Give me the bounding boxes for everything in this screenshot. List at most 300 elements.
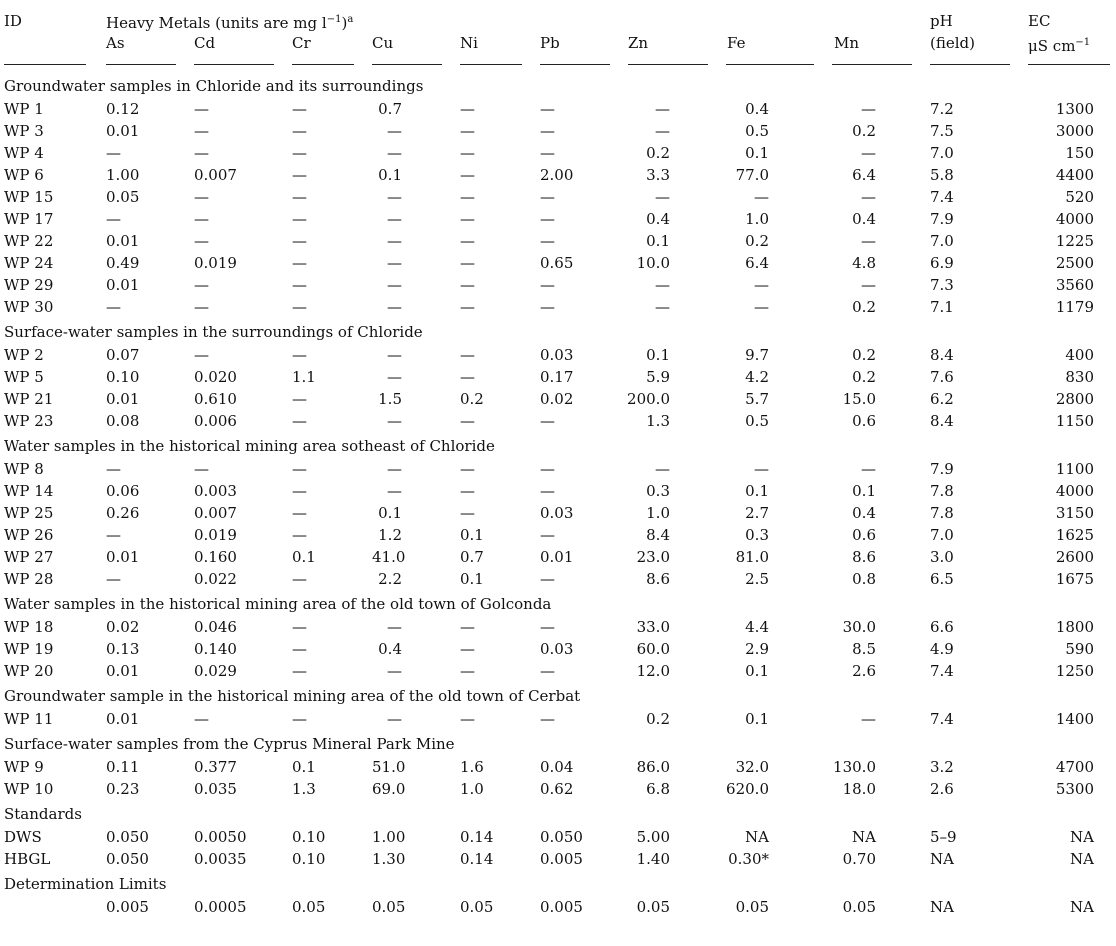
table-row (0, 98, 1116, 120)
cell-as: 0.12 (106, 100, 140, 118)
cell-mn: 8.6 (852, 548, 876, 566)
cell-as: 0.08 (106, 412, 140, 430)
cell-zn: 0.2 (646, 710, 670, 728)
row-id: WP 18 (4, 618, 54, 636)
cell-mn: 0.6 (852, 412, 876, 430)
cell-pb: — (540, 460, 555, 478)
cell-mn: — (861, 144, 876, 162)
table-row (0, 896, 1116, 918)
cell-ni: — (460, 122, 475, 140)
cell-pb: — (540, 412, 555, 430)
row-id: WP 25 (4, 504, 54, 522)
section-title: Water samples in the historical mining area sotheast of Chloride (4, 437, 495, 455)
cell-ni: — (460, 232, 475, 250)
cell-ph: 3.0 (930, 548, 954, 566)
table-row (0, 164, 1116, 186)
cell-cu: 0.05 (372, 898, 406, 916)
cell-ph: 7.3 (930, 276, 954, 294)
row-id: WP 5 (4, 368, 44, 386)
cell-cu: — (387, 662, 402, 680)
cell-fe: — (754, 188, 769, 206)
row-id: WP 27 (4, 548, 54, 566)
row-id: WP 3 (4, 122, 44, 140)
ph-subheader: (field) (930, 34, 975, 52)
section-title: Groundwater samples in Chloride and its surroundings (4, 77, 424, 95)
table-row (0, 252, 1116, 274)
cell-ph: 3.2 (930, 758, 954, 776)
cell-as: 0.49 (106, 254, 140, 272)
cell-as: 0.10 (106, 368, 140, 386)
cell-cd: 0.007 (194, 166, 237, 184)
cell-pb: 2.00 (540, 166, 574, 184)
cell-ni: 0.1 (460, 570, 484, 588)
cell-mn: 0.6 (852, 526, 876, 544)
table-row (0, 660, 1116, 682)
cell-pb: 0.01 (540, 548, 574, 566)
row-id: WP 28 (4, 570, 54, 588)
cell-ni: — (460, 618, 475, 636)
header-rule-zn (628, 64, 708, 65)
cell-ph: 7.6 (930, 368, 954, 386)
cell-as: 0.02 (106, 618, 140, 636)
cell-ec: 1400 (1055, 710, 1094, 728)
row-id: HBGL (4, 850, 51, 868)
table-row (0, 344, 1116, 366)
cell-ni: — (460, 662, 475, 680)
cell-ni: — (460, 368, 475, 386)
cell-ni: 0.1 (460, 526, 484, 544)
cell-cd: — (194, 100, 209, 118)
cell-cd: — (194, 144, 209, 162)
cell-as: 0.06 (106, 482, 140, 500)
cell-ni: — (460, 166, 475, 184)
col-header-fe: Fe (727, 34, 746, 52)
cell-cd: 0.035 (194, 780, 237, 798)
cell-as: 0.050 (106, 828, 149, 846)
cell-mn: 0.05 (842, 898, 876, 916)
cell-ec: 1800 (1055, 618, 1094, 636)
cell-ni: — (460, 188, 475, 206)
cell-ph: 7.0 (930, 526, 954, 544)
cell-cu: — (387, 710, 402, 728)
table-row (0, 524, 1116, 546)
cell-ph: 7.4 (930, 188, 954, 206)
cell-as: 0.01 (106, 122, 140, 140)
cell-ph: 5.8 (930, 166, 954, 184)
cell-fe: 2.9 (745, 640, 769, 658)
table-row (0, 826, 1116, 848)
cell-cd: — (194, 346, 209, 364)
cell-ec: 4000 (1055, 210, 1094, 228)
header-rule-ni (460, 64, 522, 65)
cell-ph: NA (930, 898, 954, 916)
cell-zn: 200.0 (627, 390, 670, 408)
cell-as: — (106, 298, 121, 316)
cell-cr: — (292, 276, 307, 294)
cell-zn: 8.4 (646, 526, 670, 544)
cell-ph: 7.5 (930, 122, 954, 140)
row-id: WP 17 (4, 210, 54, 228)
cell-pb: — (540, 100, 555, 118)
cell-cr: — (292, 166, 307, 184)
cell-ni: 0.7 (460, 548, 484, 566)
table-row (0, 480, 1116, 502)
heavy-metals-title (106, 10, 353, 33)
cell-ec: 1250 (1055, 662, 1094, 680)
row-id: WP 21 (4, 390, 54, 408)
cell-ph: 7.4 (930, 662, 954, 680)
cell-ec: 3560 (1055, 276, 1094, 294)
header-rule-cr (292, 64, 354, 65)
cell-cu: — (387, 460, 402, 478)
cell-cr: — (292, 640, 307, 658)
cell-cu: 1.00 (372, 828, 406, 846)
cell-ni: 0.05 (460, 898, 494, 916)
cell-as: 0.01 (106, 710, 140, 728)
row-id: WP 20 (4, 662, 54, 680)
cell-ph: 2.6 (930, 780, 954, 798)
table-row (0, 410, 1116, 432)
cell-ec: 4400 (1055, 166, 1094, 184)
cell-zn: 0.4 (646, 210, 670, 228)
cell-cd: — (194, 210, 209, 228)
cell-mn: 0.2 (852, 122, 876, 140)
cell-cu: — (387, 232, 402, 250)
cell-ph: 4.9 (930, 640, 954, 658)
cell-fe: — (754, 276, 769, 294)
cell-mn: 30.0 (842, 618, 876, 636)
ec-header: EC (1028, 12, 1051, 30)
cell-pb: 0.17 (540, 368, 574, 386)
cell-cr: 0.05 (292, 898, 326, 916)
heavy-metals-title-text: Heavy Metals (units are mg l (106, 14, 327, 32)
table-row (0, 848, 1116, 870)
section-title: Standards (4, 805, 82, 823)
row-id: WP 9 (4, 758, 44, 776)
cell-cd: 0.019 (194, 526, 237, 544)
cell-zn: 3.3 (646, 166, 670, 184)
cell-cd: 0.022 (194, 570, 237, 588)
cell-ec: 830 (1065, 368, 1094, 386)
cell-cr: — (292, 482, 307, 500)
row-id: WP 26 (4, 526, 54, 544)
table-row (0, 366, 1116, 388)
col-header-as: As (106, 34, 125, 52)
cell-zn: 12.0 (636, 662, 670, 680)
cell-ni: 1.6 (460, 758, 484, 776)
cell-fe: 0.1 (745, 662, 769, 680)
row-id: WP 14 (4, 482, 54, 500)
cell-cr: — (292, 100, 307, 118)
cell-zn: 1.40 (636, 850, 670, 868)
cell-ni: — (460, 254, 475, 272)
cell-as: — (106, 210, 121, 228)
row-id: WP 19 (4, 640, 54, 658)
cell-zn: 6.8 (646, 780, 670, 798)
cell-pb: — (540, 232, 555, 250)
section-title: Water samples in the historical mining area of the old town of Golconda (4, 595, 552, 613)
cell-fe: 0.1 (745, 710, 769, 728)
cell-cu: — (387, 276, 402, 294)
cell-zn: 8.6 (646, 570, 670, 588)
cell-ni: 0.14 (460, 828, 494, 846)
table-row (0, 616, 1116, 638)
cell-pb: — (540, 570, 555, 588)
cell-cd: 0.046 (194, 618, 237, 636)
cell-cr: — (292, 710, 307, 728)
cell-fe: NA (745, 828, 769, 846)
cell-cu: — (387, 254, 402, 272)
cell-cr: — (292, 570, 307, 588)
cell-ec: 1100 (1055, 460, 1094, 478)
cell-fe: 2.7 (745, 504, 769, 522)
cell-cd: — (194, 298, 209, 316)
cell-pb: — (540, 618, 555, 636)
cell-zn: 0.1 (646, 346, 670, 364)
cell-fe: 32.0 (735, 758, 769, 776)
table-row (0, 778, 1116, 800)
cell-cr: 0.1 (292, 548, 316, 566)
id-column-header: ID (4, 12, 22, 30)
cell-cr: — (292, 662, 307, 680)
cell-zn: 0.05 (636, 898, 670, 916)
cell-mn: — (861, 188, 876, 206)
cell-ni: — (460, 210, 475, 228)
cell-mn: 0.4 (852, 210, 876, 228)
cell-cu: — (387, 210, 402, 228)
cell-cu: — (387, 618, 402, 636)
cell-ec: 2800 (1055, 390, 1094, 408)
cell-ec: 520 (1065, 188, 1094, 206)
cell-ni: 0.2 (460, 390, 484, 408)
row-id: WP 6 (4, 166, 44, 184)
cell-mn: — (861, 710, 876, 728)
cell-ni: 1.0 (460, 780, 484, 798)
cell-zn: 86.0 (636, 758, 670, 776)
table-row (0, 120, 1116, 142)
cell-as: 0.11 (106, 758, 140, 776)
cell-pb: 0.65 (540, 254, 574, 272)
cell-as: 0.26 (106, 504, 140, 522)
col-header-pb: Pb (540, 34, 560, 52)
cell-cu: — (387, 298, 402, 316)
header-rule-mn (832, 64, 912, 65)
cell-cu: 1.2 (378, 526, 402, 544)
cell-pb: 0.02 (540, 390, 574, 408)
cell-mn: NA (852, 828, 876, 846)
cell-ec: 1300 (1055, 100, 1094, 118)
cell-as: — (106, 144, 121, 162)
cell-mn: — (861, 100, 876, 118)
cell-as: 0.01 (106, 276, 140, 294)
unit-exponent: −1 (326, 14, 342, 25)
cell-mn: 130.0 (833, 758, 876, 776)
cell-zn: — (655, 188, 670, 206)
row-id: WP 24 (4, 254, 54, 272)
table-row (0, 458, 1116, 480)
cell-pb: — (540, 188, 555, 206)
cell-ph: 6.5 (930, 570, 954, 588)
cell-cu: 0.1 (378, 504, 402, 522)
cell-ec: NA (1070, 828, 1094, 846)
cell-cu: — (387, 368, 402, 386)
table-row (0, 208, 1116, 230)
cell-ec: 150 (1065, 144, 1094, 162)
cell-fe: 77.0 (735, 166, 769, 184)
title-close: ) (341, 14, 348, 32)
table-row (0, 546, 1116, 568)
cell-ec: 2600 (1055, 548, 1094, 566)
cell-cd: 0.020 (194, 368, 237, 386)
cell-ni: 0.14 (460, 850, 494, 868)
cell-fe: 0.1 (745, 144, 769, 162)
cell-cr: — (292, 188, 307, 206)
cell-cr: 1.3 (292, 780, 316, 798)
table-row (0, 388, 1116, 410)
cell-mn: — (861, 276, 876, 294)
cell-fe: 0.05 (735, 898, 769, 916)
cell-ph: 7.9 (930, 210, 954, 228)
cell-ph: 7.0 (930, 144, 954, 162)
cell-cd: 0.006 (194, 412, 237, 430)
cell-mn: 0.2 (852, 368, 876, 386)
cell-cd: — (194, 122, 209, 140)
cell-pb: 0.04 (540, 758, 574, 776)
cell-ph: 7.0 (930, 232, 954, 250)
cell-cu: 51.0 (372, 758, 406, 776)
header-rule-cu (372, 64, 442, 65)
cell-cr: — (292, 122, 307, 140)
cell-fe: 6.4 (745, 254, 769, 272)
table-row (0, 186, 1116, 208)
cell-cd: — (194, 188, 209, 206)
cell-as: 0.07 (106, 346, 140, 364)
cell-ph: 7.2 (930, 100, 954, 118)
cell-ph: 7.9 (930, 460, 954, 478)
cell-ph: 7.4 (930, 710, 954, 728)
cell-fe: 0.1 (745, 482, 769, 500)
ph-header: pH (930, 12, 953, 30)
cell-ec: 1225 (1055, 232, 1094, 250)
cell-ph: 6.2 (930, 390, 954, 408)
cell-zn: — (655, 276, 670, 294)
cell-cu: 69.0 (372, 780, 406, 798)
cell-cr: — (292, 504, 307, 522)
cell-ni: — (460, 100, 475, 118)
col-header-zn: Zn (628, 34, 649, 52)
cell-ni: — (460, 482, 475, 500)
cell-zn: 23.0 (636, 548, 670, 566)
cell-cd: 0.003 (194, 482, 237, 500)
cell-pb: 0.005 (540, 850, 583, 868)
cell-mn: — (861, 460, 876, 478)
cell-cd: 0.0005 (194, 898, 247, 916)
cell-ni: — (460, 504, 475, 522)
cell-cr: — (292, 412, 307, 430)
cell-as: 0.01 (106, 390, 140, 408)
cell-fe: 0.3 (745, 526, 769, 544)
cell-fe: 0.2 (745, 232, 769, 250)
col-header-cd: Cd (194, 34, 216, 52)
cell-as: 0.23 (106, 780, 140, 798)
row-id: WP 4 (4, 144, 44, 162)
cell-zn: 33.0 (636, 618, 670, 636)
table-row (0, 568, 1116, 590)
cell-mn: 8.5 (852, 640, 876, 658)
cell-mn: 0.4 (852, 504, 876, 522)
cell-mn: 6.4 (852, 166, 876, 184)
cell-cu: — (387, 346, 402, 364)
row-id: WP 15 (4, 188, 54, 206)
cell-as: 0.05 (106, 188, 140, 206)
cell-zn: 0.3 (646, 482, 670, 500)
cell-ec: NA (1070, 850, 1094, 868)
row-id: WP 29 (4, 276, 54, 294)
cell-cu: 0.4 (378, 640, 402, 658)
cell-as: 0.01 (106, 662, 140, 680)
row-id: WP 30 (4, 298, 54, 316)
cell-ni: — (460, 460, 475, 478)
cell-cr: — (292, 254, 307, 272)
cell-ec: NA (1070, 898, 1094, 916)
section-title: Surface-water samples in the surroundings of Chloride (4, 323, 423, 341)
row-id: WP 22 (4, 232, 54, 250)
cell-mn: 4.8 (852, 254, 876, 272)
cell-zn: 1.3 (646, 412, 670, 430)
cell-as: — (106, 460, 121, 478)
cell-zn: 0.1 (646, 232, 670, 250)
cell-cu: 0.7 (378, 100, 402, 118)
cell-as: 1.00 (106, 166, 140, 184)
cell-as: 0.01 (106, 232, 140, 250)
cell-ni: — (460, 144, 475, 162)
cell-mn: 15.0 (842, 390, 876, 408)
cell-mn: 18.0 (842, 780, 876, 798)
cell-fe: 0.30* (728, 850, 769, 868)
section-title: Groundwater sample in the historical mining area of the old town of Cerbat (4, 687, 581, 705)
header-rule-cd (194, 64, 274, 65)
cell-mn: 0.1 (852, 482, 876, 500)
cell-cr: — (292, 526, 307, 544)
cell-cd: 0.0035 (194, 850, 247, 868)
cell-ni: — (460, 298, 475, 316)
cell-cr: — (292, 210, 307, 228)
cell-ec: 1675 (1055, 570, 1094, 588)
section-title: Surface-water samples from the Cyprus Mineral Park Mine (4, 735, 455, 753)
cell-cd: 0.029 (194, 662, 237, 680)
cell-fe: 4.2 (745, 368, 769, 386)
table-row (0, 756, 1116, 778)
cell-pb: — (540, 144, 555, 162)
cell-ec: 400 (1065, 346, 1094, 364)
row-id: WP 1 (4, 100, 44, 118)
row-id: WP 8 (4, 460, 44, 478)
table-row (0, 708, 1116, 730)
cell-cr: 0.10 (292, 828, 326, 846)
header-rule-pb (540, 64, 610, 65)
cell-mn: 0.2 (852, 346, 876, 364)
cell-ec: 3000 (1055, 122, 1094, 140)
ec-unit (1028, 32, 1090, 57)
cell-fe: 81.0 (735, 548, 769, 566)
cell-cd: 0.0050 (194, 828, 247, 846)
footnote-mark: a (347, 14, 354, 25)
cell-cd: — (194, 460, 209, 478)
cell-as: — (106, 526, 121, 544)
cell-cd: 0.007 (194, 504, 237, 522)
cell-zn: 1.0 (646, 504, 670, 522)
cell-pb: 0.03 (540, 346, 574, 364)
